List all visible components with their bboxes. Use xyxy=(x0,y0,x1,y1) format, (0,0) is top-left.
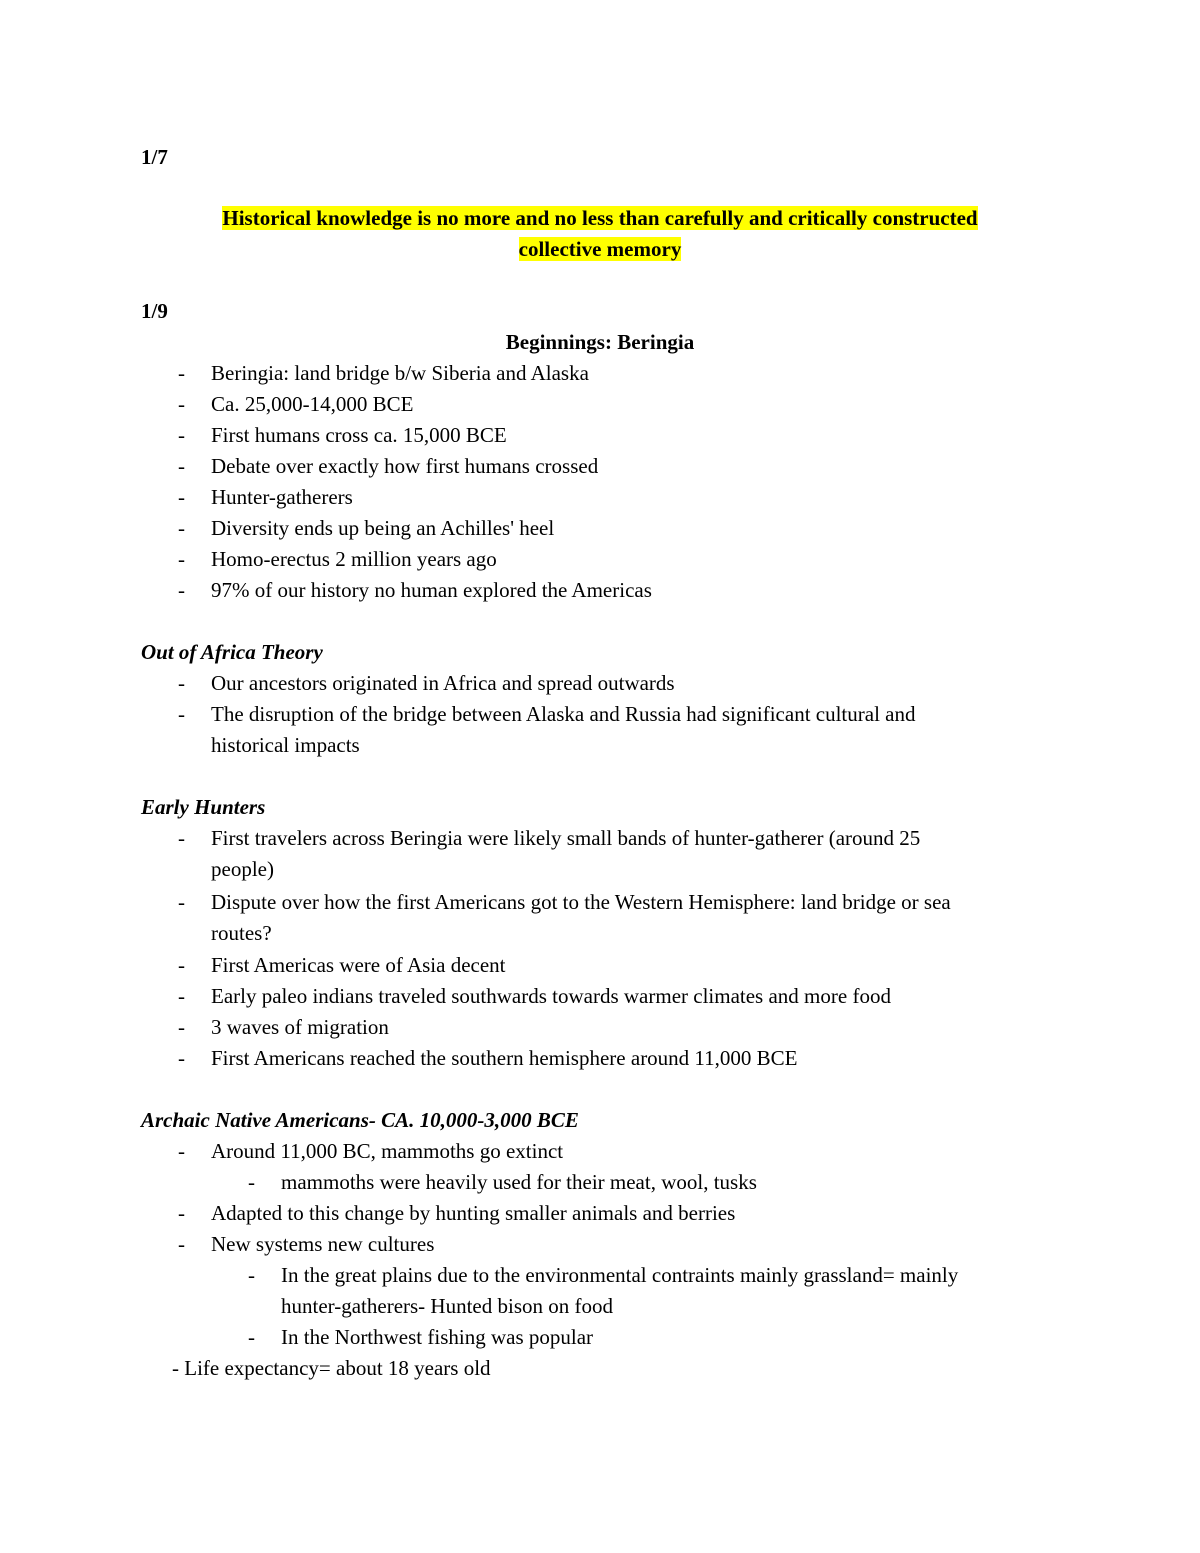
sub-list-item: In the great plains due to the environmental contraints mainly grassland= mainly xyxy=(281,1263,959,1287)
quote-line-1 xyxy=(0,203,1200,234)
list-item: First travelers across Beringia were likely small bands of hunter-gatherer (around 25 xyxy=(211,826,921,850)
quote-highlight-2: collective memory xyxy=(518,237,682,261)
bullet-dash: - xyxy=(178,516,185,540)
list-item: 3 waves of migration xyxy=(211,1015,389,1039)
list-item: Ca. 25,000-14,000 BCE xyxy=(211,392,414,416)
bullet-dash: - xyxy=(178,1139,185,1163)
list-item: New systems new cultures xyxy=(211,1232,435,1256)
bullet-dash: - xyxy=(178,361,185,385)
bullet-dash: - xyxy=(178,578,185,602)
list-item: First humans cross ca. 15,000 BCE xyxy=(211,423,507,447)
list-item: Diversity ends up being an Achilles' heel xyxy=(211,516,555,540)
list-item: Our ancestors originated in Africa and spread outwards xyxy=(211,671,675,695)
bullet-dash: - xyxy=(178,454,185,478)
list-item: Beringia: land bridge b/w Siberia and Alaska xyxy=(211,361,589,385)
bullet-dash: - xyxy=(178,1232,185,1256)
bullet-dash: - xyxy=(178,953,185,977)
life-expectancy-line: - Life expectancy= about 18 years old xyxy=(172,1356,491,1380)
sub-bullet-dash: - xyxy=(248,1263,255,1287)
bullet-dash: - xyxy=(178,671,185,695)
list-item: Homo-erectus 2 million years ago xyxy=(211,547,497,571)
list-item: First Americas were of Asia decent xyxy=(211,953,506,977)
list-item: Adapted to this change by hunting smaller animals and berries xyxy=(211,1201,736,1225)
section-title-beringia: Beginnings: Beringia xyxy=(505,330,695,354)
bullet-dash: - xyxy=(178,485,185,509)
list-item-continuation: historical impacts xyxy=(211,733,360,757)
list-item-continuation: people) xyxy=(211,857,274,881)
bullet-dash: - xyxy=(178,423,185,447)
sub-bullet-dash: - xyxy=(248,1325,255,1349)
list-item: Early paleo indians traveled southwards towards warmer climates and more food xyxy=(211,984,891,1008)
sub-list-item-continuation: hunter-gatherers- Hunted bison on food xyxy=(281,1294,613,1318)
list-item: Hunter-gatherers xyxy=(211,485,353,509)
bullet-dash: - xyxy=(178,890,185,914)
list-item: The disruption of the bridge between Alaska and Russia had significant cultural and xyxy=(211,702,916,726)
bullet-dash: - xyxy=(178,702,185,726)
section-title-hunters: Early Hunters xyxy=(141,795,266,819)
sub-list-item: mammoths were heavily used for their meat, wool, tusks xyxy=(281,1170,757,1194)
bullet-dash: - xyxy=(178,547,185,571)
bullet-dash: - xyxy=(178,1201,185,1225)
sub-list-item: In the Northwest fishing was popular xyxy=(281,1325,594,1349)
section-title-archaic: Archaic Native Americans- CA. 10,000-3,000 BCE xyxy=(141,1108,579,1132)
quote-line-2 xyxy=(0,234,1200,265)
bullet-dash: - xyxy=(178,984,185,1008)
bullet-dash: - xyxy=(178,1046,185,1070)
quote-highlight-1: Historical knowledge is no more and no less than carefully and critically constructed xyxy=(222,206,978,230)
section-title-africa: Out of Africa Theory xyxy=(141,640,323,664)
list-item: First Americans reached the southern hemisphere around 11,000 BCE xyxy=(211,1046,798,1070)
list-item: Debate over exactly how first humans crossed xyxy=(211,454,599,478)
list-item: Around 11,000 BC, mammoths go extinct xyxy=(211,1139,564,1163)
list-item: Dispute over how the first Americans got to the Western Hemisphere: land bridge or sea xyxy=(211,890,951,914)
date-heading-1: 1/7 xyxy=(141,145,168,169)
bullet-dash: - xyxy=(178,1015,185,1039)
list-item-continuation: routes? xyxy=(211,921,272,945)
bullet-dash: - xyxy=(178,392,185,416)
date-heading-2: 1/9 xyxy=(141,299,168,323)
sub-bullet-dash: - xyxy=(248,1170,255,1194)
list-item: 97% of our history no human explored the Americas xyxy=(211,578,652,602)
bullet-dash: - xyxy=(178,826,185,850)
